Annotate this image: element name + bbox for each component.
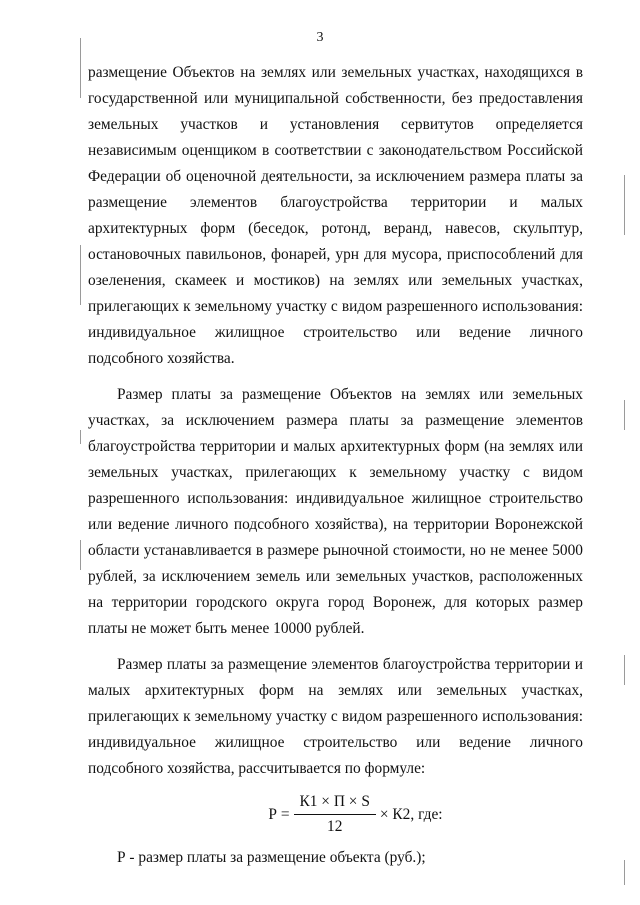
formula-denominator: 12: [327, 818, 343, 835]
left-margin-scan-mark: [80, 245, 81, 305]
right-margin-scan-mark: [624, 175, 625, 235]
right-margin-scan-mark: [624, 400, 625, 430]
formula-lhs: Р =: [268, 805, 290, 823]
left-margin-scan-mark: [80, 540, 81, 570]
right-margin-scan-mark: [624, 860, 625, 885]
document-body: [88, 60, 583, 881]
formula-numerator: К1 × П × S: [294, 792, 376, 815]
formula-suffix: , где:: [410, 805, 443, 823]
fee-formula: [88, 792, 583, 837]
paragraph-formula-intro: Размер платы за размещение элементов благоустройства территории и малых архитектурных форм на землях или земельных участках, прилегающих к земельному участку с видом разрешенного использования: индивидуальное жилищное строительство или ведение личного подсобного хозяйства, рассчитывается по формуле:: [88, 656, 583, 777]
left-margin-scan-mark: [80, 38, 81, 98]
formula-fraction: [294, 792, 376, 837]
paragraph-definition-p: Р - размер платы за размещение объекта (руб.);: [117, 849, 426, 866]
paragraph-fee-size: Размер платы за размещение Объектов на землях или земельных участках, за исключением размера платы за размещение элементов благоустройства территории и малых архитектурных форм (на землях или земельных участках, прилегающих к земельному участку с видом разрешенного использования: индивидуальное жилищное строительство или ведение личного подсобного хозяйства), на территории Воронежской области устанавливается в размере рыночной стоимости, но не менее 5000 рублей, за исключением земель или земельных участков, расположенных на территории городского округа город Воронеж, для которых размер платы не может быть менее 10000 рублей.: [88, 386, 583, 637]
page-number: 3: [316, 30, 324, 45]
right-margin-scan-mark: [624, 655, 625, 685]
left-margin-scan-mark: [80, 430, 81, 444]
formula-rhs: × К2: [379, 805, 411, 823]
paragraph-continuation: размещение Объектов на землях или земельных участках, находящихся в государственной или муниципальной собственности, без предоставления земельных участков и установления сервитутов определяется независимым оценщиком в соответствии с законодательством Российской Федерации об оценочной деятельности, за исключением размера платы за размещение элементов благоустройства территории и малых архитектурных форм (беседок, ротонд, веранд, навесов, скульптур, остановочных павильонов, фонарей, урн для мусора, приспособлений для озеленения, скамеек и мостиков) на землях или земельных участках, прилегающих к земельному участку с видом разрешенного использования: индивидуальное жилищное строительство или ведение личного подсобного хозяйства.: [88, 64, 583, 367]
